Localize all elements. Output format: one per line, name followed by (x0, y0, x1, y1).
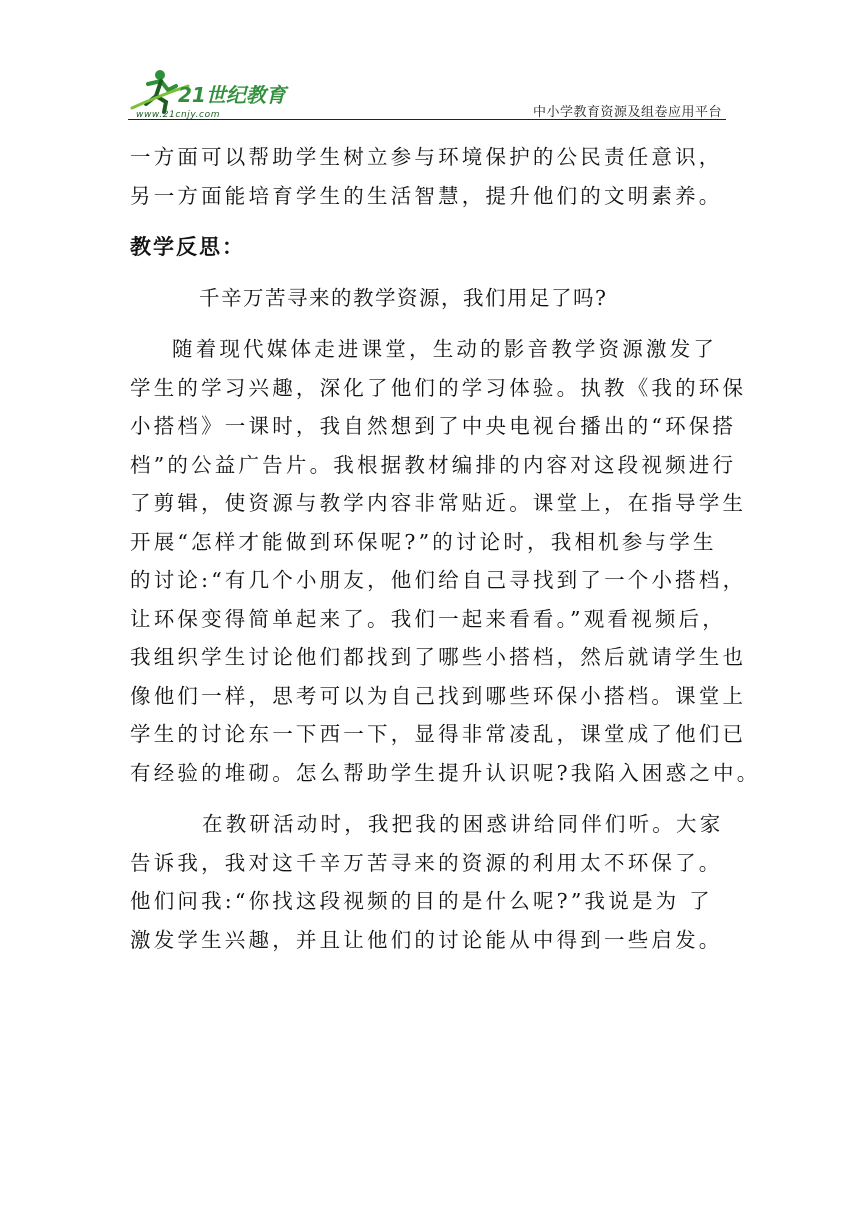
page-header (0, 0, 860, 130)
logo-21cnjy-icon (128, 66, 298, 120)
logo-text: 21世纪教育 (178, 83, 286, 107)
reflection-title: 千辛万苦寻来的教学资源，我们用足了吗? (199, 286, 608, 310)
platform-caption: 中小学教育资源及组卷应用平台 (532, 105, 722, 120)
paragraph-2 (130, 805, 730, 959)
text-line: 我组织学生讨论他们都找到了哪些小搭档，然后就请学生也 (130, 645, 747, 669)
text-line: 在教研活动时，我把我的困惑讲给同伴们听。大家 (202, 812, 724, 836)
text-line: 让环保变得简单起来了。我们一起来看看。”观看视频后， (130, 606, 726, 631)
text-line: 有经验的堆砌。怎么帮助学生提升认识呢?我陷入困惑之中。 (130, 760, 761, 785)
text-line: 激发学生兴趣，并且让他们的讨论能从中得到一些启发。 (130, 927, 723, 952)
text-line: 开展“怎样才能做到环保呢?”的讨论时，我相机参与学生 (130, 529, 717, 554)
text-line: 了剪辑，使资源与教学内容非常贴近。课堂上，在指导学生 (130, 491, 747, 515)
text-line: 随着现代媒体走进课堂，生动的影音教学资源激发了 (172, 337, 718, 361)
paragraph-1 (130, 330, 761, 792)
document-body (130, 138, 761, 959)
text-line: 另一方面能培育学生的生活智慧，提升他们的文明素养。 (130, 183, 723, 208)
text-line: 学生的学习兴趣，深化了他们的学习体验。执教《我的环保 (130, 375, 747, 400)
intro-paragraph (130, 138, 730, 215)
text-line: 小搭档》一课时，我自然想到了中央电视台播出的“环保搭 (130, 414, 737, 438)
text-line: 档”的公益广告片。我根据教材编排的内容对这段视频进行 (130, 452, 737, 477)
section-heading: 教学反思： (130, 234, 245, 259)
text-line: 像他们一样，思考可以为自己找到哪些环保小搭档。课堂上 (130, 683, 747, 708)
text-line: 告诉我，我对这千辛万苦寻来的资源的利用太不环保了。 (130, 850, 723, 875)
header-divider (128, 119, 726, 120)
logo-url: www.21cnjy.com (136, 110, 221, 120)
text-line: 学生的讨论东一下西一下，显得非常凌乱，课堂成了他们已 (130, 722, 747, 746)
text-line: 一方面可以帮助学生树立参与环境保护的公民责任意识， (130, 145, 723, 169)
text-line: 他们问我:“你找这段视频的目的是什么呢?”我说是为 了 (130, 889, 713, 913)
text-line: 的讨论:“有几个小朋友，他们给自己寻找到了一个小搭档， (130, 568, 747, 592)
